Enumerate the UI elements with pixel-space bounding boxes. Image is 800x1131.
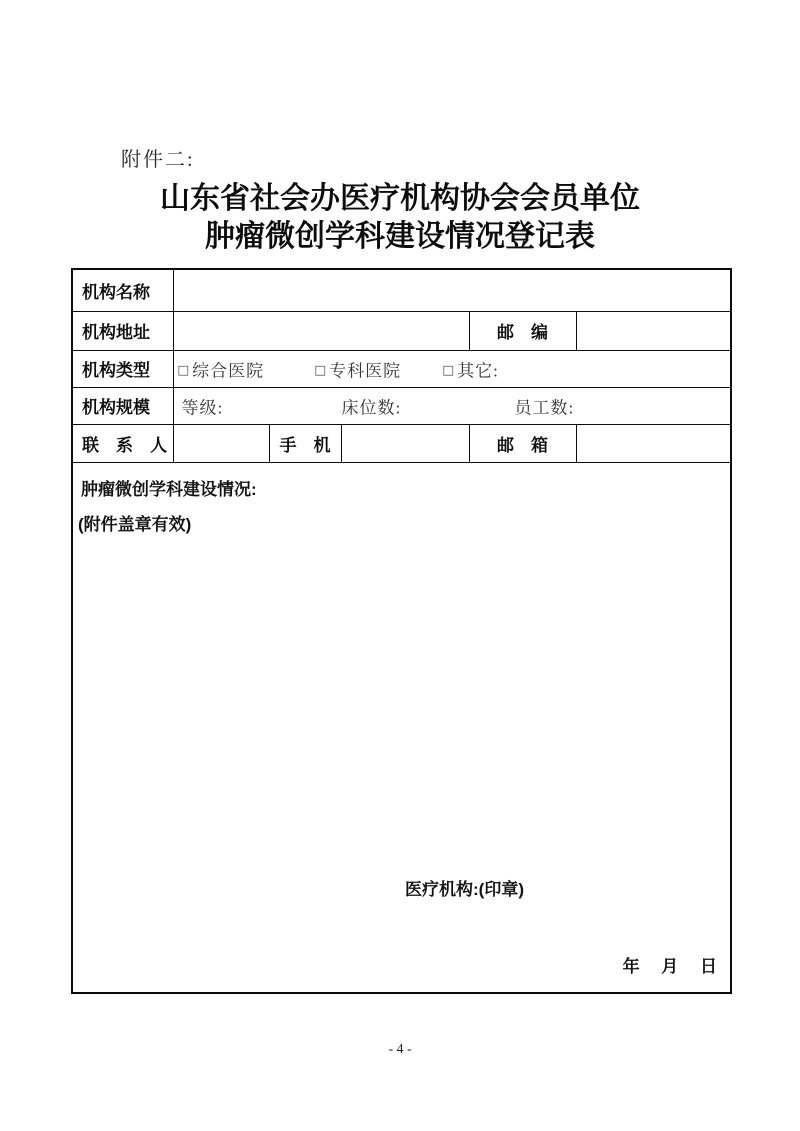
institution-scale-fields	[173, 387, 731, 424]
row-contact	[72, 424, 731, 462]
staff-count-field-label[interactable]: 员工数:	[514, 398, 575, 417]
construction-status-title: 肿瘤微创学科建设情况:	[81, 479, 257, 499]
contact-person-input[interactable]	[173, 424, 269, 462]
construction-status-area[interactable]	[72, 462, 731, 993]
bed-count-field-label[interactable]: 床位数:	[341, 398, 402, 417]
email-label: 邮 箱	[469, 424, 576, 462]
row-institution-type	[72, 350, 731, 387]
medical-institution-seal-line: 医疗机构:(印章)	[405, 879, 524, 899]
row-institution-name	[72, 269, 731, 311]
grade-field-label[interactable]: 等级:	[181, 398, 224, 417]
contact-person-label: 联 系 人	[72, 424, 173, 462]
document-title-line2: 肿瘤微创学科建设情况登记表	[205, 220, 595, 253]
type-option-general	[179, 356, 265, 381]
institution-type-label: 机构类型	[72, 350, 173, 387]
postal-code-input[interactable]	[576, 311, 731, 350]
registration-form-table	[71, 268, 732, 994]
institution-name-input[interactable]	[173, 269, 731, 311]
checkbox-other-icon[interactable]: □	[443, 362, 455, 379]
type-option-specialty-label: 专科医院	[329, 361, 402, 380]
row-institution-address	[72, 311, 731, 350]
date-line: 年 月 日	[622, 956, 718, 976]
attachment-label: 附件二:	[121, 149, 195, 171]
type-option-other-label: 其它:	[457, 361, 499, 380]
stamp-validity-note: (附件盖章有效)	[78, 514, 192, 534]
type-option-other	[444, 356, 499, 381]
institution-scale-label: 机构规模	[72, 387, 173, 424]
type-option-specialty	[316, 356, 402, 381]
checkbox-specialty-hospital-icon[interactable]: □	[315, 362, 327, 379]
mobile-input[interactable]	[341, 424, 469, 462]
type-option-general-label: 综合医院	[192, 361, 265, 380]
institution-type-options	[173, 350, 731, 387]
email-input[interactable]	[576, 424, 731, 462]
document-title-line1: 山东省社会办医疗机构协会会员单位	[160, 182, 640, 215]
postal-code-label: 邮 编	[469, 311, 576, 350]
checkbox-general-hospital-icon[interactable]: □	[178, 362, 190, 379]
institution-address-label: 机构地址	[72, 311, 173, 350]
institution-name-label: 机构名称	[72, 269, 173, 311]
row-construction-status	[72, 462, 731, 993]
institution-address-input[interactable]	[173, 311, 469, 350]
page-number: - 4 -	[388, 1042, 412, 1057]
mobile-label: 手 机	[269, 424, 341, 462]
row-institution-scale	[72, 387, 731, 424]
